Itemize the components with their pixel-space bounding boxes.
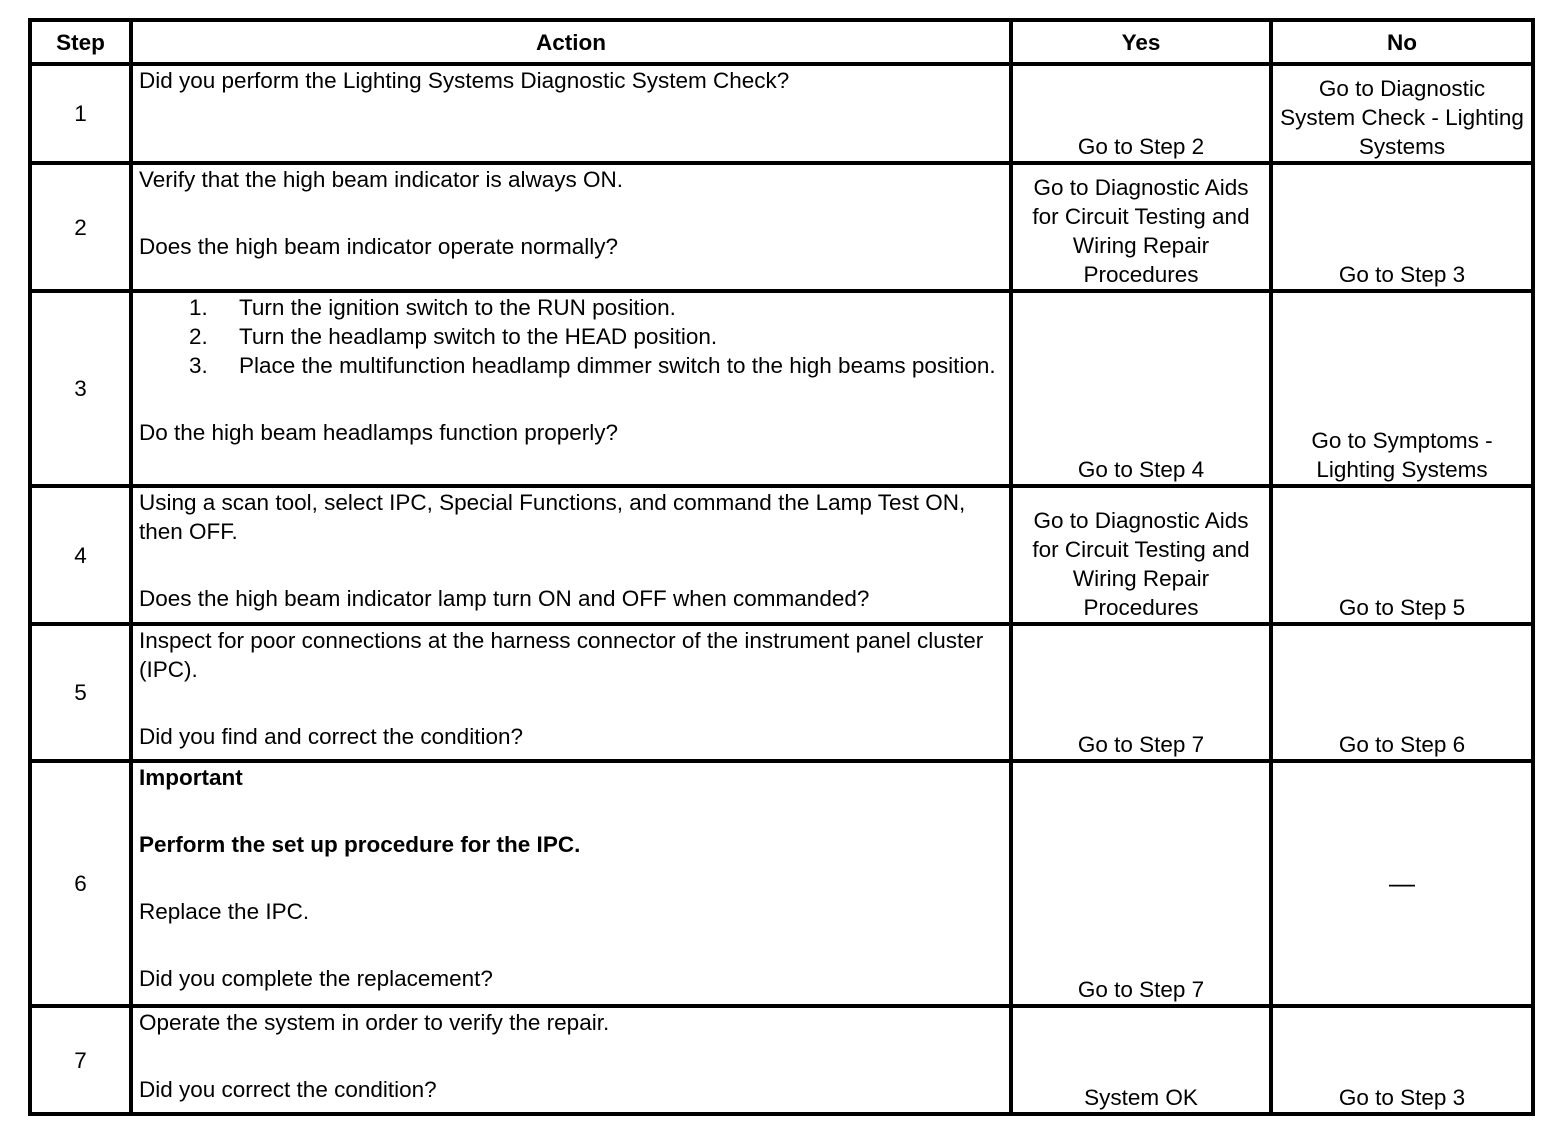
action-cell: [131, 486, 1011, 624]
action-cell: [131, 64, 1011, 163]
action-text: Replace the IPC.: [139, 899, 310, 924]
procedure-step: Turn the ignition switch to the RUN position.: [239, 295, 676, 320]
action-text: Inspect for poor connections at the harness connector of the instrument panel cluster (IPC).: [139, 628, 984, 682]
header-action: Action: [131, 20, 1011, 64]
action-cell: [131, 761, 1011, 1006]
step-number: 6: [30, 761, 131, 1006]
action-cell: [131, 291, 1011, 486]
yes-cell: Go to Diagnostic Aids for Circuit Testing and Wiring Repair Procedures: [1011, 163, 1271, 291]
action-question: Do the high beam headlamps function properly?: [139, 420, 619, 445]
no-cell: —: [1271, 761, 1533, 1006]
table-row: [30, 486, 1533, 624]
no-cell: Go to Step 6: [1271, 624, 1533, 761]
no-cell: Go to Step 3: [1271, 1006, 1533, 1114]
yes-cell: Go to Step 7: [1011, 761, 1271, 1006]
action-question: Did you complete the replacement?: [139, 966, 493, 991]
header-no: No: [1271, 20, 1533, 64]
action-question: Did you perform the Lighting Systems Diagnostic System Check?: [139, 68, 790, 93]
procedure-step: Place the multifunction headlamp dimmer switch to the high beams position.: [239, 353, 996, 378]
action-question: Does the high beam indicator lamp turn ON and OFF when commanded?: [139, 586, 870, 611]
step-number: 3: [30, 291, 131, 486]
important-note: Perform the set up procedure for the IPC.: [139, 832, 581, 857]
table-row: [30, 291, 1533, 486]
action-text: Verify that the high beam indicator is always ON.: [139, 167, 623, 192]
important-heading: Important: [139, 765, 243, 790]
action-cell: [131, 1006, 1011, 1114]
step-number: 7: [30, 1006, 131, 1114]
no-cell: Go to Step 3: [1271, 163, 1533, 291]
header-step: Step: [30, 20, 131, 64]
header-yes: Yes: [1011, 20, 1271, 64]
procedure-step: Turn the headlamp switch to the HEAD position.: [239, 324, 718, 349]
no-cell: Go to Symptoms - Lighting Systems: [1271, 291, 1533, 486]
header-row: [30, 20, 1533, 64]
yes-cell: Go to Step 2: [1011, 64, 1271, 163]
yes-cell: System OK: [1011, 1006, 1271, 1114]
action-question: Does the high beam indicator operate normally?: [139, 234, 619, 259]
no-cell: Go to Step 5: [1271, 486, 1533, 624]
action-question: Did you find and correct the condition?: [139, 724, 523, 749]
table-row: [30, 761, 1533, 1006]
step-number: 2: [30, 163, 131, 291]
action-text: Operate the system in order to verify the repair.: [139, 1010, 610, 1035]
step-number: 1: [30, 64, 131, 163]
yes-cell: Go to Step 7: [1011, 624, 1271, 761]
action-cell: [131, 163, 1011, 291]
diagnostic-table: [28, 18, 1535, 1116]
yes-cell: Go to Diagnostic Aids for Circuit Testing and Wiring Repair Procedures: [1011, 486, 1271, 624]
procedure-list: [139, 293, 1003, 380]
table-row: [30, 163, 1533, 291]
action-question: Did you correct the condition?: [139, 1077, 437, 1102]
action-cell: [131, 624, 1011, 761]
no-cell: Go to Diagnostic System Check - Lighting Systems: [1271, 64, 1533, 163]
step-number: 4: [30, 486, 131, 624]
step-number: 5: [30, 624, 131, 761]
yes-cell: Go to Step 4: [1011, 291, 1271, 486]
table-row: [30, 1006, 1533, 1114]
action-text: Using a scan tool, select IPC, Special Functions, and command the Lamp Test ON, then OFF.: [139, 490, 966, 544]
table-row: [30, 64, 1533, 163]
table-row: [30, 624, 1533, 761]
